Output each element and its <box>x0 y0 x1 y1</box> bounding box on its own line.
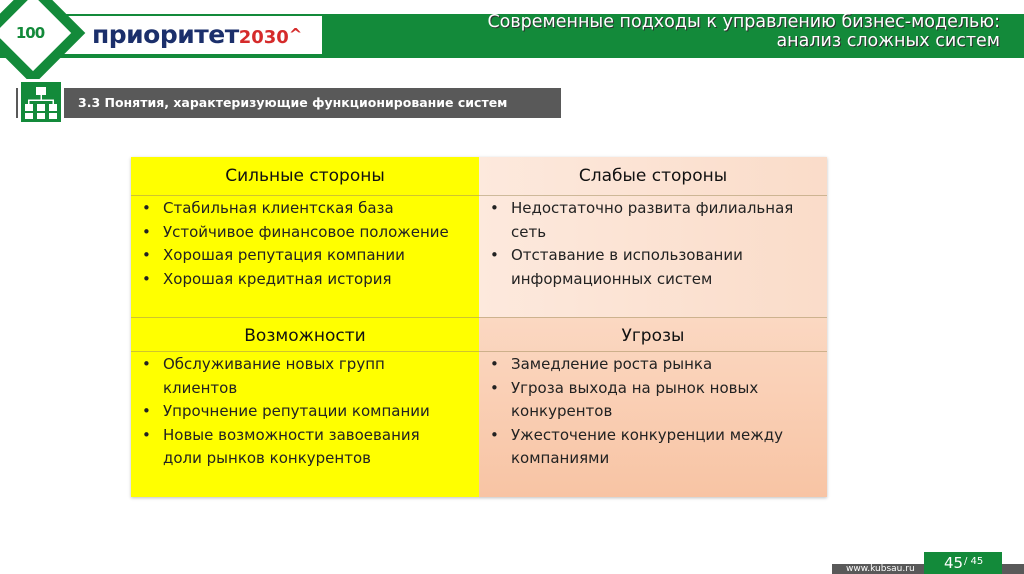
list-item: • Стабильная клиентская база <box>139 197 471 221</box>
list-item: • Обслуживание новых групп клиентов <box>139 353 443 400</box>
presentation-title <box>440 13 1000 51</box>
strengths-quadrant <box>131 157 479 317</box>
list-item: • Отставание в использовании информационных систем <box>487 244 811 291</box>
section-title: 3.3 Понятия, характеризующие функционирование систем <box>78 95 508 110</box>
threats-list <box>487 353 807 471</box>
strengths-list <box>139 197 471 291</box>
footer-url: www.kubsau.ru <box>846 564 915 574</box>
hierarchy-icon <box>18 79 64 125</box>
list-item: • Угроза выхода на рынок новых конкурентов <box>487 377 807 424</box>
brand-logo <box>92 19 302 51</box>
list-item: • Замедление роста рынка <box>487 353 807 377</box>
divider <box>131 317 827 318</box>
weaknesses-quadrant <box>479 157 827 317</box>
brand-main-text: приоритет <box>92 20 239 49</box>
page-number: 45 <box>944 554 964 572</box>
title-line-1: Современные подходы к управлению бизнес-моделью: <box>487 12 1000 32</box>
opportunities-list <box>139 353 443 471</box>
weaknesses-list <box>487 197 811 291</box>
hierarchy-icon-graphic <box>21 82 61 122</box>
list-item: • Недостаточно развита филиальная сеть <box>487 197 811 244</box>
list-item: • Хорошая репутация компании <box>139 244 471 268</box>
list-item: • Упрочнение репутации компании <box>139 400 443 424</box>
list-item: • Ужесточение конкуренции между компаниями <box>487 424 807 471</box>
opportunities-heading: Возможности <box>244 326 366 346</box>
swot-table <box>131 157 827 497</box>
threats-heading: Угрозы <box>621 326 685 346</box>
list-item: • Новые возможности завоевания доли рынков конкурентов <box>139 424 443 471</box>
divider <box>131 351 827 352</box>
anniversary-badge: 100 <box>15 24 45 42</box>
divider <box>131 195 827 196</box>
brand-caret-text: ^ <box>288 25 302 44</box>
weaknesses-heading: Слабые стороны <box>578 166 728 186</box>
opportunities-quadrant <box>131 317 479 497</box>
page-total: / 45 <box>964 556 984 567</box>
threats-quadrant <box>479 317 827 497</box>
strengths-heading: Сильные стороны <box>225 166 385 186</box>
brand-year-text: 2030 <box>238 27 289 48</box>
list-item: • Устойчивое финансовое положение <box>139 221 471 245</box>
title-line-2: анализ сложных систем <box>776 31 1000 51</box>
list-item: • Хорошая кредитная история <box>139 268 471 292</box>
